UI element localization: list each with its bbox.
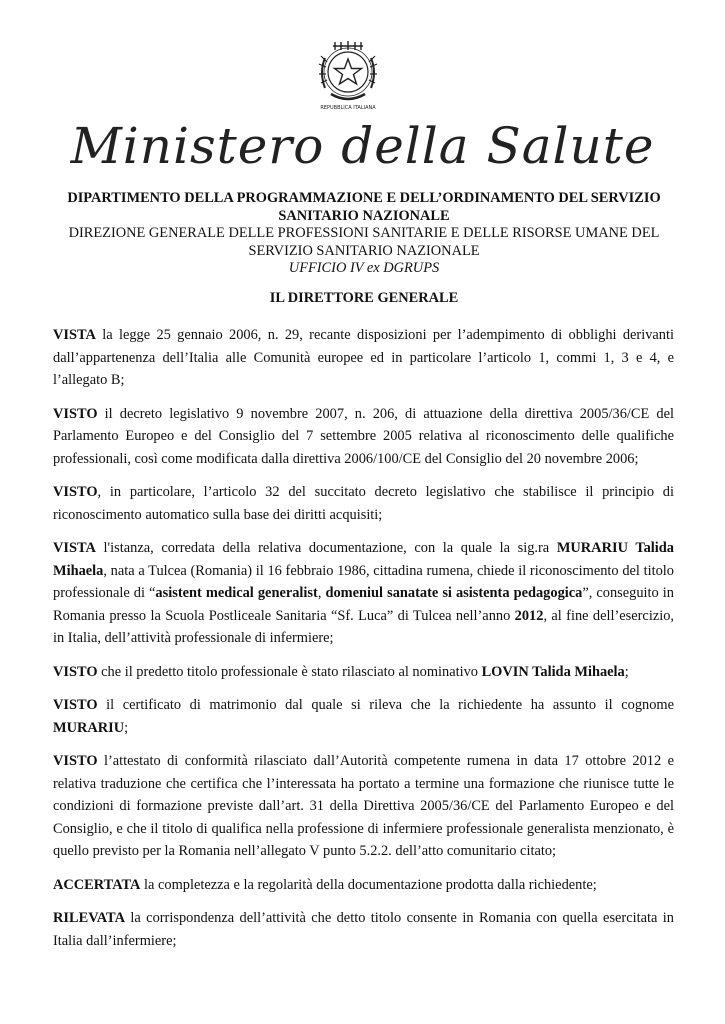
paragraph-text: il certificato di matrimonio dal quale si rileva che la richiedente ha assunto il cognome [97,697,674,713]
paragraph-text: l’attestato di conformità rilasciato dall’Autorità competente rumena in data 17 ottobre 2012 e relativa traduzione che certifica che l’interessata ha portato a termine una formazione che riunisce tutte le condizioni di formazione previste dall’art. 31 della Direttiva 2005/36/CE del Parlamento Europeo e del Consiglio, e che il titolo di qualifica nella professione di infermiere professionale generalista menzionato, è quello previsto per la Romania nell’allegato V punto 5.2.2. dell’atto comunitario citato; [53,753,674,859]
graduation-year: 2012 [514,607,544,624]
paragraph [53,874,674,897]
paragraph-lead: RILEVATA [53,910,125,926]
paragraph [53,661,674,684]
paragraph-text: , nata a Tulcea (Romania) il 16 febbraio 1986, cittadina rumena, chiede il riconoscimento del titolo professionale di “ [53,562,674,601]
paragraph-lead: VISTA [53,540,96,556]
paragraph-lead: VISTO [53,663,98,680]
married-surname: MURARIU [53,719,125,736]
paragraph-text: ; [624,663,629,680]
paragraph-lead: VISTO [53,405,98,422]
professional-title-field: domeniul sanatate si asistenta pedagogica [325,585,583,601]
emblem-lettering: REPUBBLICA ITALIANA [320,105,376,111]
paragraph [53,403,674,471]
paragraph [53,537,674,650]
applicant-name: MURARIU Talida Mihaela [53,540,674,579]
paragraph [53,324,674,392]
letterhead [55,190,673,278]
italian-emblem-icon [311,38,385,112]
paragraph-lead: VISTO [53,484,98,500]
ministry-name: Ministero della Salute [70,117,655,175]
paragraph-text: la legge 25 gennaio 2006, n. 29, recante disposizioni per l’adempimento di obblighi derivanti dall’appartenenza dell’Italia alle Comunità europee ed in particolare l’articolo 1, commi 1, 3 e 4, e l’allegato B; [53,327,674,388]
paragraph-text: , al fine dell’esercizio, in Italia, dell’attività professionale di infermiere; [53,607,674,646]
paragraph-text: che il predetto titolo professionale è stato rilasciato al nominativo [97,663,482,680]
paragraph-lead: VISTA [53,327,96,343]
paragraph-text: ; [124,719,129,736]
maiden-name: LOVIN Talida Mihaela [481,663,625,680]
paragraph-lead: VISTO [53,753,98,769]
paragraph-text: , in particolare, l’articolo 32 del succitato decreto legislativo che stabilisce il principio di riconoscimento automatico sulla base dei diritti acquisiti; [53,484,674,523]
paragraph-text: , [317,585,326,601]
paragraph [53,694,674,739]
paragraph-text: ”, conseguito in Romania presso la Scuola Postliceale Sanitaria “Sf. Luca” di Tulcea nell’anno [53,585,674,624]
office-line: UFFICIO IV ex DGRUPS [288,260,440,276]
paragraph-text: la completezza e la regolarità della documentazione prodotta dalla richiedente; [140,876,597,893]
paragraph-text: la corrispondenza dell’attività che detto titolo consente in Romania con quella esercitata in Italia dall’infermiere; [53,910,674,949]
department-line: DIPARTIMENTO DELLA PROGRAMMAZIONE E DELL’ORDINAMENTO DEL SERVIZIO SANITARIO NAZIONALE [67,190,661,224]
document-body [53,324,674,963]
paragraph-lead: ACCERTATA [53,876,141,893]
paragraph [53,481,674,526]
paragraph-text: l'istanza, corredata della relativa documentazione, con la quale la sig.ra [95,540,557,556]
directorate-line: DIREZIONE GENERALE DELLE PROFESSIONI SANITARIE E DELLE RISORSE UMANE DEL SERVIZIO SANITARIO NAZIONALE [68,225,660,259]
professional-title: asistent medical generalist [155,585,318,601]
paragraph-lead: VISTO [53,697,98,713]
paragraph-text: il decreto legislativo 9 novembre 2007, n. 206, di attuazione della direttiva 2005/36/CE del Parlamento Europeo e del Consiglio del 7 settembre 2005 relativa al riconoscimento delle qualifiche professionali, così come modificata dalla direttiva 2006/100/CE del Consiglio del 20 novembre 2006; [53,405,674,467]
document-title: IL DIRETTORE GENERALE [269,290,459,306]
paragraph [53,750,674,863]
paragraph [53,907,674,952]
